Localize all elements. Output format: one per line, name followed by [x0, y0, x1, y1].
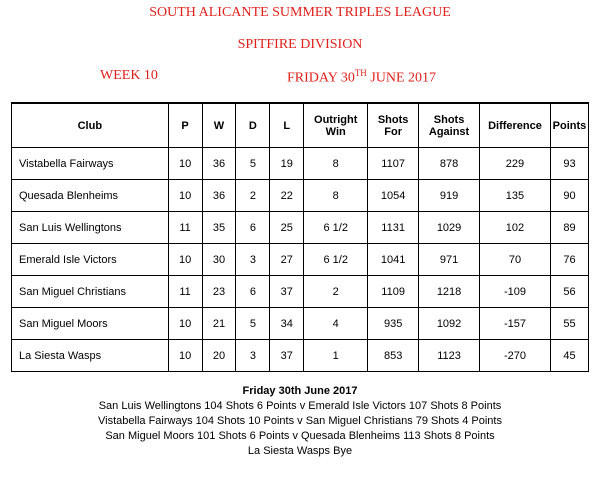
- cell-played: 11: [168, 276, 202, 308]
- cell-outright-win: 8: [304, 180, 368, 212]
- table-header-row: [12, 103, 589, 148]
- cell-shots-against: 1218: [419, 276, 480, 308]
- col-header-outright-win: Outright Win: [304, 103, 368, 148]
- cell-shots-for: 1131: [368, 212, 419, 244]
- col-header-club: Club: [12, 103, 169, 148]
- cell-played: 10: [168, 148, 202, 180]
- col-header-difference: Difference: [480, 103, 551, 148]
- table-row: [12, 180, 589, 212]
- cell-shots-against: 971: [419, 244, 480, 276]
- cell-outright-win: 4: [304, 308, 368, 340]
- league-title: SOUTH ALICANTE SUMMER TRIPLES LEAGUE: [149, 5, 451, 20]
- cell-points: 93: [550, 148, 588, 180]
- col-header-played: P: [168, 103, 202, 148]
- cell-lost: 19: [270, 148, 304, 180]
- cell-points: 89: [550, 212, 588, 244]
- division-title: SPITFIRE DIVISION: [237, 37, 363, 52]
- cell-shots-for: 1041: [368, 244, 419, 276]
- col-header-lost: L: [270, 103, 304, 148]
- cell-played: 10: [168, 340, 202, 372]
- cell-difference: -157: [480, 308, 551, 340]
- cell-points: 55: [550, 308, 588, 340]
- cell-shots-for: 1109: [368, 276, 419, 308]
- results-section: [0, 384, 600, 459]
- cell-points: 56: [550, 276, 588, 308]
- league-table: [11, 102, 589, 372]
- result-line: La Siesta Wasps Bye: [247, 445, 353, 457]
- cell-difference: 135: [480, 180, 551, 212]
- match-date-day: FRIDAY 30: [287, 70, 355, 86]
- cell-lost: 34: [270, 308, 304, 340]
- table-row: [12, 148, 589, 180]
- cell-points: 76: [550, 244, 588, 276]
- cell-won: 30: [202, 244, 236, 276]
- cell-lost: 22: [270, 180, 304, 212]
- cell-difference: 70: [480, 244, 551, 276]
- cell-difference: 229: [480, 148, 551, 180]
- cell-played: 10: [168, 308, 202, 340]
- cell-drawn: 2: [236, 180, 270, 212]
- result-line: San Miguel Moors 101 Shots 6 Points v Quesada Blenheims 113 Shots 8 Points: [105, 430, 495, 442]
- cell-lost: 37: [270, 340, 304, 372]
- cell-played: 10: [168, 180, 202, 212]
- cell-club-name: San Luis Wellingtons: [12, 212, 169, 244]
- cell-drawn: 6: [236, 212, 270, 244]
- table-row: [12, 340, 589, 372]
- table-row: [12, 244, 589, 276]
- cell-points: 90: [550, 180, 588, 212]
- cell-drawn: 3: [236, 244, 270, 276]
- cell-lost: 25: [270, 212, 304, 244]
- col-header-drawn: D: [236, 103, 270, 148]
- cell-club-name: Vistabella Fairways: [12, 148, 169, 180]
- cell-outright-win: 6 1/2: [304, 244, 368, 276]
- cell-shots-against: 1029: [419, 212, 480, 244]
- cell-difference: -270: [480, 340, 551, 372]
- cell-shots-against: 1123: [419, 340, 480, 372]
- cell-played: 10: [168, 244, 202, 276]
- result-line: Vistabella Fairways 104 Shots 10 Points v San Miguel Christians 79 Shots 4 Points: [98, 415, 502, 427]
- cell-won: 23: [202, 276, 236, 308]
- cell-lost: 37: [270, 276, 304, 308]
- cell-played: 11: [168, 212, 202, 244]
- cell-shots-for: 1054: [368, 180, 419, 212]
- match-date-month: JUNE 2017: [366, 70, 437, 86]
- cell-difference: -109: [480, 276, 551, 308]
- result-line: San Luis Wellingtons 104 Shots 6 Points v Emerald Isle Victors 107 Shots 8 Points: [98, 400, 502, 412]
- cell-club-name: La Siesta Wasps: [12, 340, 169, 372]
- col-header-shots-against: Shots Against: [419, 103, 480, 148]
- cell-drawn: 3: [236, 340, 270, 372]
- cell-won: 20: [202, 340, 236, 372]
- col-header-shots-for: Shots For: [368, 103, 419, 148]
- cell-club-name: Emerald Isle Victors: [12, 244, 169, 276]
- results-title: Friday 30th June 2017: [242, 385, 358, 397]
- cell-drawn: 5: [236, 308, 270, 340]
- week-label: WEEK 10: [100, 68, 158, 83]
- cell-shots-against: 1092: [419, 308, 480, 340]
- cell-lost: 27: [270, 244, 304, 276]
- cell-won: 36: [202, 148, 236, 180]
- cell-outright-win: 2: [304, 276, 368, 308]
- cell-points: 45: [550, 340, 588, 372]
- cell-club-name: Quesada Blenheims: [12, 180, 169, 212]
- cell-outright-win: 1: [304, 340, 368, 372]
- cell-won: 36: [202, 180, 236, 212]
- cell-drawn: 5: [236, 148, 270, 180]
- match-date-suffix: TH: [354, 68, 367, 78]
- cell-won: 21: [202, 308, 236, 340]
- table-row: [12, 212, 589, 244]
- cell-shots-against: 919: [419, 180, 480, 212]
- table-row: [12, 276, 589, 308]
- match-date: [287, 68, 436, 87]
- cell-shots-against: 878: [419, 148, 480, 180]
- cell-outright-win: 8: [304, 148, 368, 180]
- col-header-points: Points: [550, 103, 588, 148]
- cell-won: 35: [202, 212, 236, 244]
- cell-outright-win: 6 1/2: [304, 212, 368, 244]
- cell-club-name: San Miguel Moors: [12, 308, 169, 340]
- cell-shots-for: 853: [368, 340, 419, 372]
- col-header-won: W: [202, 103, 236, 148]
- cell-club-name: San Miguel Christians: [12, 276, 169, 308]
- cell-drawn: 6: [236, 276, 270, 308]
- cell-difference: 102: [480, 212, 551, 244]
- cell-shots-for: 935: [368, 308, 419, 340]
- table-row: [12, 308, 589, 340]
- cell-shots-for: 1107: [368, 148, 419, 180]
